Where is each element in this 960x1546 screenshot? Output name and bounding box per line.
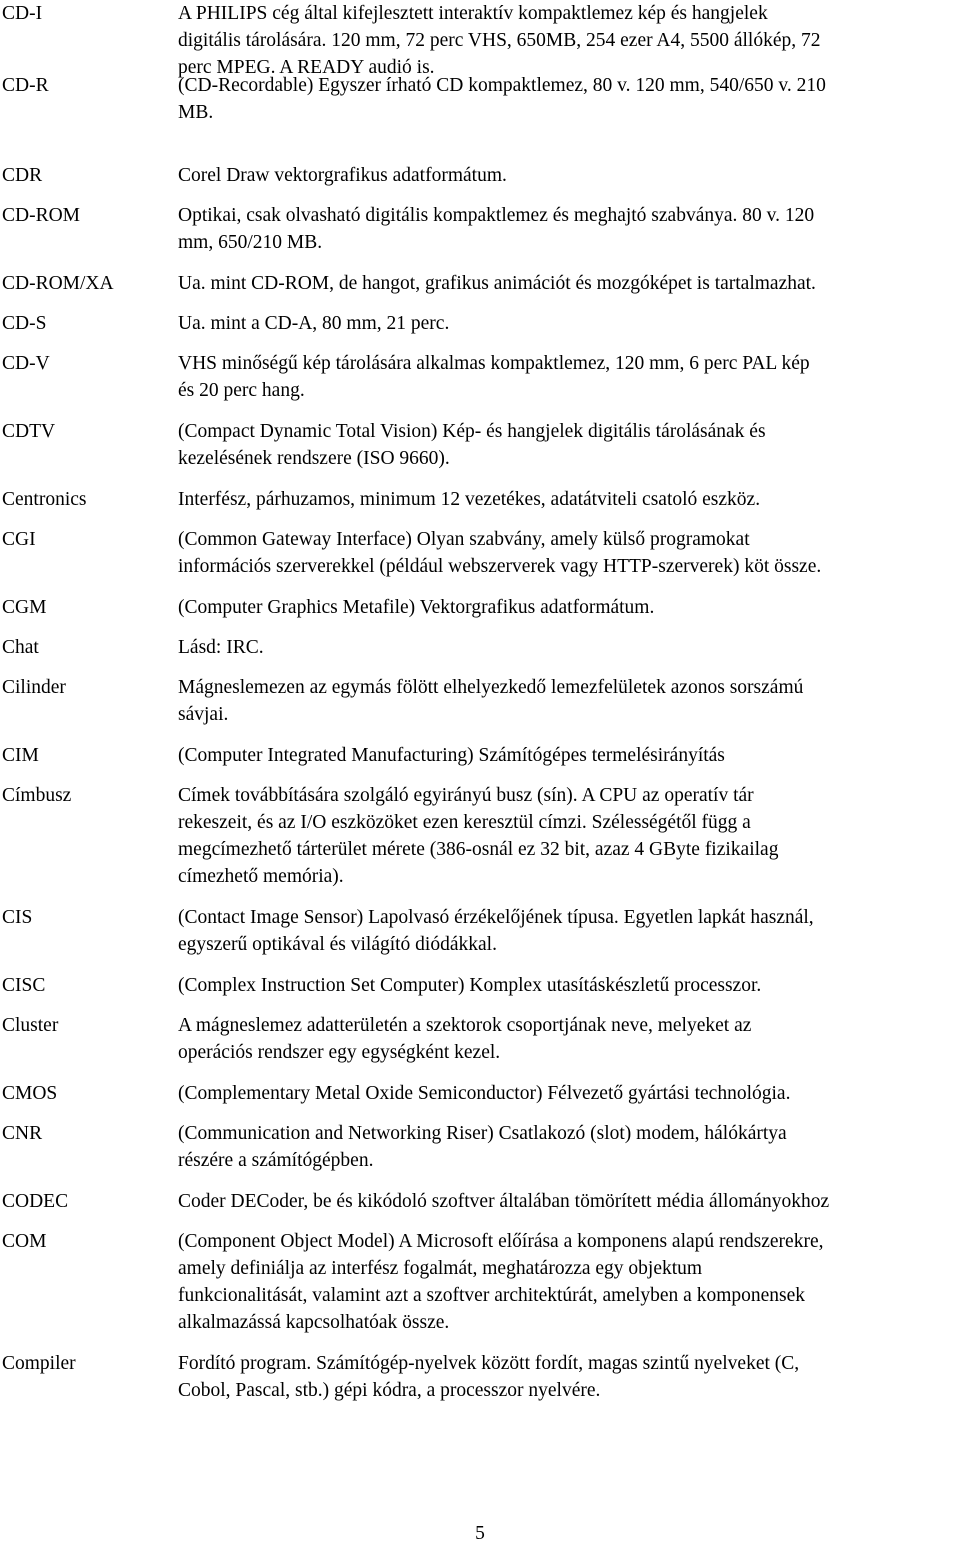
glossary-term: Centronics [2, 489, 87, 510]
glossary-term: CD-ROM [2, 205, 81, 226]
glossary-definition [178, 972, 958, 999]
definition-line: Coder DECoder, be és kikódoló szoftver általában tömörített média állományokhoz [178, 1191, 830, 1212]
glossary-definition [178, 594, 958, 621]
definition-line: A mágneslemez adatterületén a szektorok csoportjának neve, melyeket az [178, 1015, 752, 1036]
glossary-definition [178, 486, 958, 513]
glossary-term: CGM [2, 597, 47, 618]
definition-line: digitális tárolására. 120 mm, 72 perc VHS, 650MB, 254 ezer A4, 5500 állókép, 72 [178, 30, 821, 51]
glossary-term: CD-I [2, 3, 43, 24]
definition-line: operációs rendszer egy egységként kezel. [178, 1042, 501, 1063]
glossary-definition [178, 674, 958, 728]
glossary-definition [178, 1188, 958, 1215]
glossary-term: CD-S [2, 313, 47, 334]
definition-line: információs szerverekkel (például webszerverek vagy HTTP-szerverek) köt össze. [178, 556, 822, 577]
glossary-definition [178, 904, 958, 958]
glossary-definition [178, 0, 958, 81]
definition-line: (Complex Instruction Set Computer) Komplex utasításkészletű processzor. [178, 975, 762, 996]
glossary-term: CGI [2, 529, 36, 550]
definition-line: egyszerű optikával és világító diódákkal. [178, 934, 497, 955]
definition-line: megcímezhető tárterület mérete (386-osnál ez 32 bit, azaz 4 GByte fizikailag [178, 839, 779, 860]
definition-line: Lásd: IRC. [178, 637, 264, 658]
glossary-term: Címbusz [2, 785, 72, 806]
definition-line: (Common Gateway Interface) Olyan szabvány, amely külső programokat [178, 529, 750, 550]
definition-line: (Computer Integrated Manufacturing) Számítógépes termelésirányítás [178, 745, 725, 766]
glossary-term: CMOS [2, 1083, 58, 1104]
glossary-definition [178, 1080, 958, 1107]
glossary-term: CIM [2, 745, 39, 766]
glossary-definition [178, 634, 958, 661]
glossary-term: Cilinder [2, 677, 66, 698]
definition-line: (Complementary Metal Oxide Semiconductor) Félvezető gyártási technológia. [178, 1083, 791, 1104]
glossary-term: CISC [2, 975, 46, 996]
definition-line: (Component Object Model) A Microsoft előírása a komponens alapú rendszerekre, [178, 1231, 824, 1252]
definition-line: kezelésének rendszere (ISO 9660). [178, 448, 450, 469]
definition-line: MB. [178, 102, 214, 123]
definition-line: A PHILIPS cég által kifejlesztett interaktív kompaktlemez kép és hangjelek [178, 3, 768, 24]
glossary-term: CD-ROM/XA [2, 273, 114, 294]
definition-line: (Compact Dynamic Total Vision) Kép- és hangjelek digitális tárolásának és [178, 421, 766, 442]
glossary-term: Chat [2, 637, 39, 658]
glossary-definition [178, 782, 958, 890]
definition-line: Címek továbbítására szolgáló egyirányú busz (sín). A CPU az operatív tár [178, 785, 754, 806]
glossary-term: CIS [2, 907, 33, 928]
glossary-definition [178, 418, 958, 472]
definition-line: részére a számítógépben. [178, 1150, 374, 1171]
definition-line: perc MPEG. A READY audió is. [178, 57, 435, 78]
definition-line: Cobol, Pascal, stb.) gépi kódra, a processzor nyelvére. [178, 1380, 601, 1401]
glossary-term: CD-R [2, 75, 49, 96]
glossary-term: CODEC [2, 1191, 69, 1212]
definition-line: (CD-Recordable) Egyszer írható CD kompaktlemez, 80 v. 120 mm, 540/650 v. 210 [178, 75, 826, 96]
glossary-term: COM [2, 1231, 47, 1252]
definition-line: Ua. mint a CD-A, 80 mm, 21 perc. [178, 313, 450, 334]
definition-line: VHS minőségű kép tárolására alkalmas kompaktlemez, 120 mm, 6 perc PAL kép [178, 353, 810, 374]
glossary-definition [178, 202, 958, 256]
glossary-definition [178, 1228, 958, 1336]
definition-line: alkalmazássá kapcsolhatóak össze. [178, 1312, 450, 1333]
glossary-definition [178, 72, 958, 126]
glossary-term: Compiler [2, 1353, 76, 1374]
definition-line: amely definiálja az interfész fogalmát, meghatározza egy objektum [178, 1258, 703, 1279]
glossary-definition [178, 350, 958, 404]
definition-line: Optikai, csak olvasható digitális kompaktlemez és meghajtó szabványa. 80 v. 120 [178, 205, 815, 226]
definition-line: funkcionalitását, valamint azt a szoftver architektúrát, amelyben a komponensek [178, 1285, 806, 1306]
glossary-term: CD-V [2, 353, 50, 374]
definition-line: sávjai. [178, 704, 229, 725]
glossary-definition [178, 310, 958, 337]
definition-line: (Communication and Networking Riser) Csatlakozó (slot) modem, hálókártya [178, 1123, 787, 1144]
definition-line: Ua. mint CD-ROM, de hangot, grafikus animációt és mozgóképet is tartalmazhat. [178, 273, 816, 294]
glossary-definition [178, 1350, 958, 1404]
definition-line: mm, 650/210 MB. [178, 232, 323, 253]
definition-line: Interfész, párhuzamos, minimum 12 vezetékes, adatátviteli csatoló eszköz. [178, 489, 761, 510]
glossary-definition [178, 526, 958, 580]
glossary-term: CDTV [2, 421, 56, 442]
definition-line: Corel Draw vektorgrafikus adatformátum. [178, 165, 507, 186]
definition-line: címezhető memória). [178, 866, 344, 887]
glossary-definition [178, 270, 958, 297]
glossary-definition [178, 742, 958, 769]
glossary-term: CDR [2, 165, 43, 186]
definition-line: Fordító program. Számítógép-nyelvek között fordít, magas szintű nyelveket (C, [178, 1353, 800, 1374]
definition-line: és 20 perc hang. [178, 380, 305, 401]
page-number: 5 [475, 1523, 485, 1544]
glossary-definition [178, 162, 958, 189]
definition-line: rekeszeit, és az I/O eszközöket ezen keresztül címzi. Szélességétől függ a [178, 812, 751, 833]
definition-line: (Computer Graphics Metafile) Vektorgrafikus adatformátum. [178, 597, 655, 618]
definition-line: (Contact Image Sensor) Lapolvasó érzékelőjének típusa. Egyetlen lapkát használ, [178, 907, 814, 928]
definition-line: Mágneslemezen az egymás fölött elhelyezkedő lemezfelületek azonos sorszámú [178, 677, 804, 698]
glossary-term: Cluster [2, 1015, 59, 1036]
glossary-definition [178, 1012, 958, 1066]
glossary-definition [178, 1120, 958, 1174]
glossary-term: CNR [2, 1123, 43, 1144]
